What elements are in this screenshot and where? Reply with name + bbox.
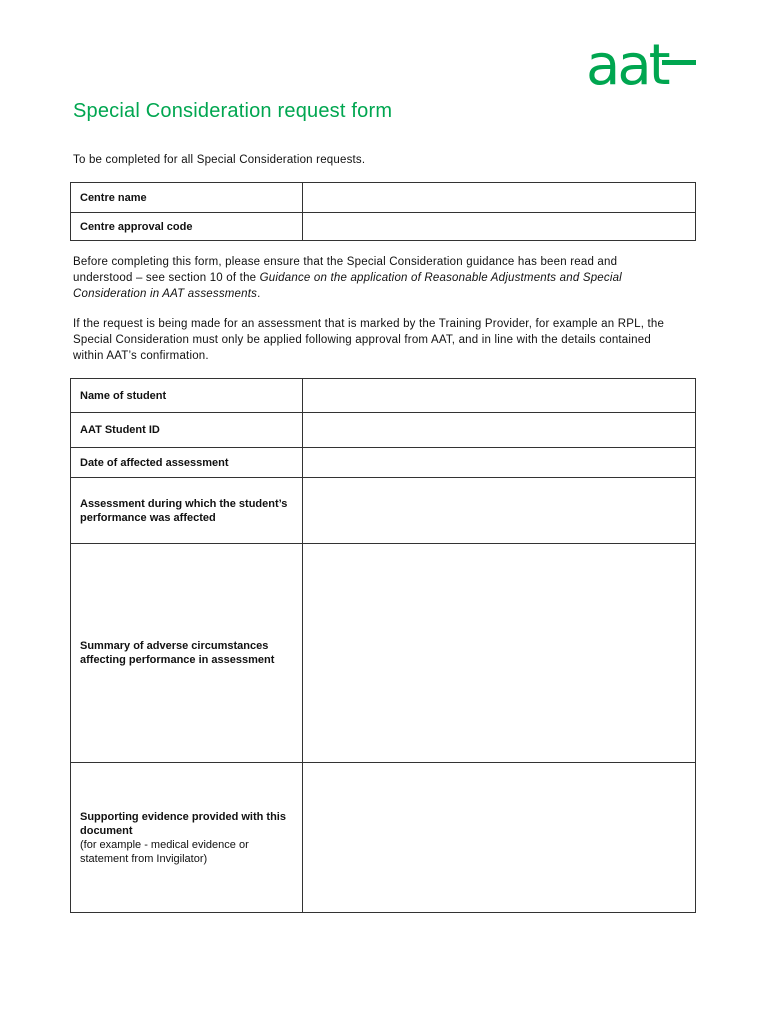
supporting-evidence-hint: (for example - medical evidence or statement from Invigilator): [80, 838, 249, 865]
table-row: [71, 379, 696, 413]
affected-assessment-label: Assessment during which the student’s performance was affected: [71, 478, 303, 544]
table-row: [71, 183, 696, 213]
intro-text: To be completed for all Special Consideration requests.: [73, 154, 366, 166]
affected-assessment-field[interactable]: [303, 478, 696, 544]
table-row: [71, 448, 696, 478]
centre-name-field[interactable]: [303, 183, 696, 213]
assessment-date-field[interactable]: [303, 448, 696, 478]
table-row: [71, 763, 696, 913]
student-name-label: Name of student: [71, 379, 303, 413]
student-name-field[interactable]: [303, 379, 696, 413]
table-row: [71, 478, 696, 544]
logo-accent-mark: [662, 60, 696, 65]
guidance-text-before: Before completing this form, please ensure that the Special Consideration guidance has been read and understood – see section 10 of the: [73, 256, 618, 284]
centre-approval-code-label: Centre approval code: [71, 213, 303, 241]
guidance-text: [73, 254, 673, 302]
assessment-date-label: Date of affected assessment: [71, 448, 303, 478]
aat-logo: [586, 33, 700, 102]
logo-text: aat: [586, 33, 668, 98]
centre-approval-code-field[interactable]: [303, 213, 696, 241]
marking-note: If the request is being made for an assessment that is marked by the Training Provider, for example an RPL, the Special Consideration must only be applied following approval from AAT, and in line with the details contained within AAT’s confirmation.: [73, 318, 665, 362]
student-id-field[interactable]: [303, 413, 696, 448]
supporting-evidence-title: Supporting evidence provided with this document: [80, 810, 286, 837]
student-id-label: AAT Student ID: [71, 413, 303, 448]
supporting-evidence-field[interactable]: [303, 763, 696, 913]
table-row: [71, 213, 696, 241]
centre-table: [70, 182, 696, 241]
guidance-document-title: Guidance on the application of Reasonable Adjustments and Special Consideration in AAT assessments: [73, 272, 622, 300]
supporting-evidence-label: [71, 763, 303, 913]
guidance-text-after: .: [257, 288, 261, 300]
table-row: [71, 413, 696, 448]
adverse-circumstances-label: Summary of adverse circumstances affecting performance in assessment: [71, 544, 303, 763]
table-row: [71, 544, 696, 763]
adverse-circumstances-field[interactable]: [303, 544, 696, 763]
centre-name-label: Centre name: [71, 183, 303, 213]
student-table: [70, 378, 696, 913]
page-title: Special Consideration request form: [73, 100, 393, 122]
